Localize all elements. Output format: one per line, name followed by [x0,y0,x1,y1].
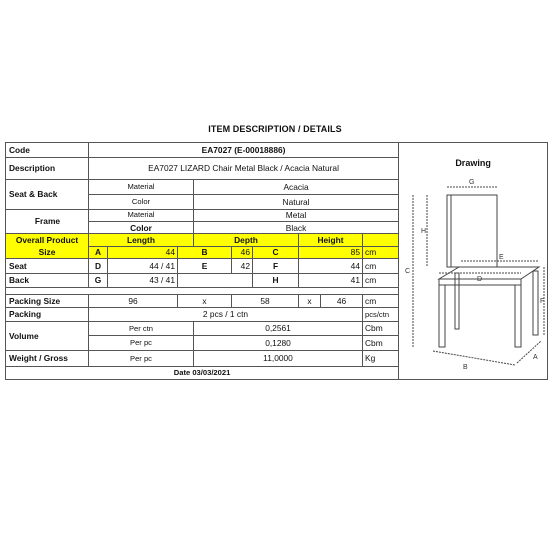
description-value: EA7027 LIZARD Chair Metal Black / Acacia Natural [89,157,399,180]
spec-table [5,142,548,380]
chair-leg-front-left [439,285,445,347]
volume-per-pc-value: 0,1280 [194,336,363,351]
overall-depth-label: Depth [194,234,299,246]
drawing-letter-g: G [469,179,475,186]
drawing-letter-f: F [540,298,545,305]
volume-per-pc-unit: Cbm [363,336,399,351]
seat-e-letter: E [178,259,232,274]
row-code [6,143,548,158]
back-h-letter: H [253,273,299,288]
weight-per-pc-label: Per pc [89,350,194,367]
volume-per-ctn-unit: Cbm [363,321,399,336]
code-value: EA7027 (E-00018886) [89,143,399,158]
drawing-cell [399,143,548,380]
seatback-color-label: Color [89,194,194,209]
frame-material-label: Material [89,209,194,221]
volume-per-pc-label: Per pc [89,336,194,351]
description-label: Description [6,157,89,180]
packing-size-x1: x [178,294,232,308]
chair-leg-back-right [533,271,538,335]
packing-size-unit: cm [363,294,399,308]
document-title: ITEM DESCRIPTION / DETAILS [208,124,342,134]
overall-height-label: Height [299,234,363,246]
packing-label: Packing [6,308,89,322]
back-h-value: 41 [299,273,363,288]
seat-f-value: 44 [299,259,363,274]
drawing-letter-h: H [421,228,427,235]
seatback-label: Seat & Back [6,180,89,209]
drawing-heading: Drawing [455,158,491,168]
seatback-material-label: Material [89,180,194,195]
overall-a-value: 44 [108,246,178,258]
packing-size-x2: x [299,294,321,308]
frame-color-label: Color [89,221,194,233]
overall-c-letter: C [253,246,299,258]
seat-d-letter: D [89,259,108,274]
weight-label: Weight / Gross [6,350,89,367]
chair-backrest [447,195,497,267]
frame-label: Frame [6,209,89,234]
seat-e-value: 42 [232,259,253,274]
overall-b-value: 46 [232,246,253,258]
frame-material-value: Metal [194,209,399,221]
seat-label: Seat [6,259,89,274]
overall-b-letter: B [178,246,232,258]
weight-unit: Kg [363,350,399,367]
overall-unit: cm [363,246,399,258]
chair-drawing [399,173,547,373]
back-unit: cm [363,273,399,288]
volume-label: Volume [6,321,89,350]
back-g-letter: G [89,273,108,288]
back-label: Back [6,273,89,288]
drawing-letter-c: C [405,268,411,275]
code-label: Code [6,143,89,158]
weight-value: 11,0000 [194,350,363,367]
packing-size-height: 46 [321,294,363,308]
packing-unit: pcs/ctn [363,308,399,322]
drawing-letter-a: A [533,354,538,361]
overall-c-value: 85 [299,246,363,258]
packing-size-width: 58 [232,294,299,308]
seat-f-letter: F [253,259,299,274]
chair-leg-front-right [515,285,521,347]
frame-color-value: Black [194,221,399,233]
drawing-letter-e: E [499,254,504,261]
seatback-color-value: Natural [194,194,399,209]
drawing-letter-b: B [463,364,468,371]
packing-size-label: Packing Size [6,294,89,308]
overall-a-letter: A [89,246,108,258]
seat-unit: cm [363,259,399,274]
drawing-letter-d: D [477,276,483,283]
overall-label-line1: Overall Product [6,234,89,246]
packing-size-length: 96 [89,294,178,308]
overall-label-line2: Size [6,246,89,258]
volume-per-ctn-label: Per ctn [89,321,194,336]
date-value: Date 03/03/2021 [6,367,399,380]
overall-length-label: Length [89,234,194,246]
back-g-value: 43 / 41 [108,273,178,288]
seat-d-value: 44 / 41 [108,259,178,274]
volume-per-ctn-value: 0,2561 [194,321,363,336]
seatback-material-value: Acacia [194,180,399,195]
packing-value: 2 pcs / 1 ctn [89,308,363,322]
